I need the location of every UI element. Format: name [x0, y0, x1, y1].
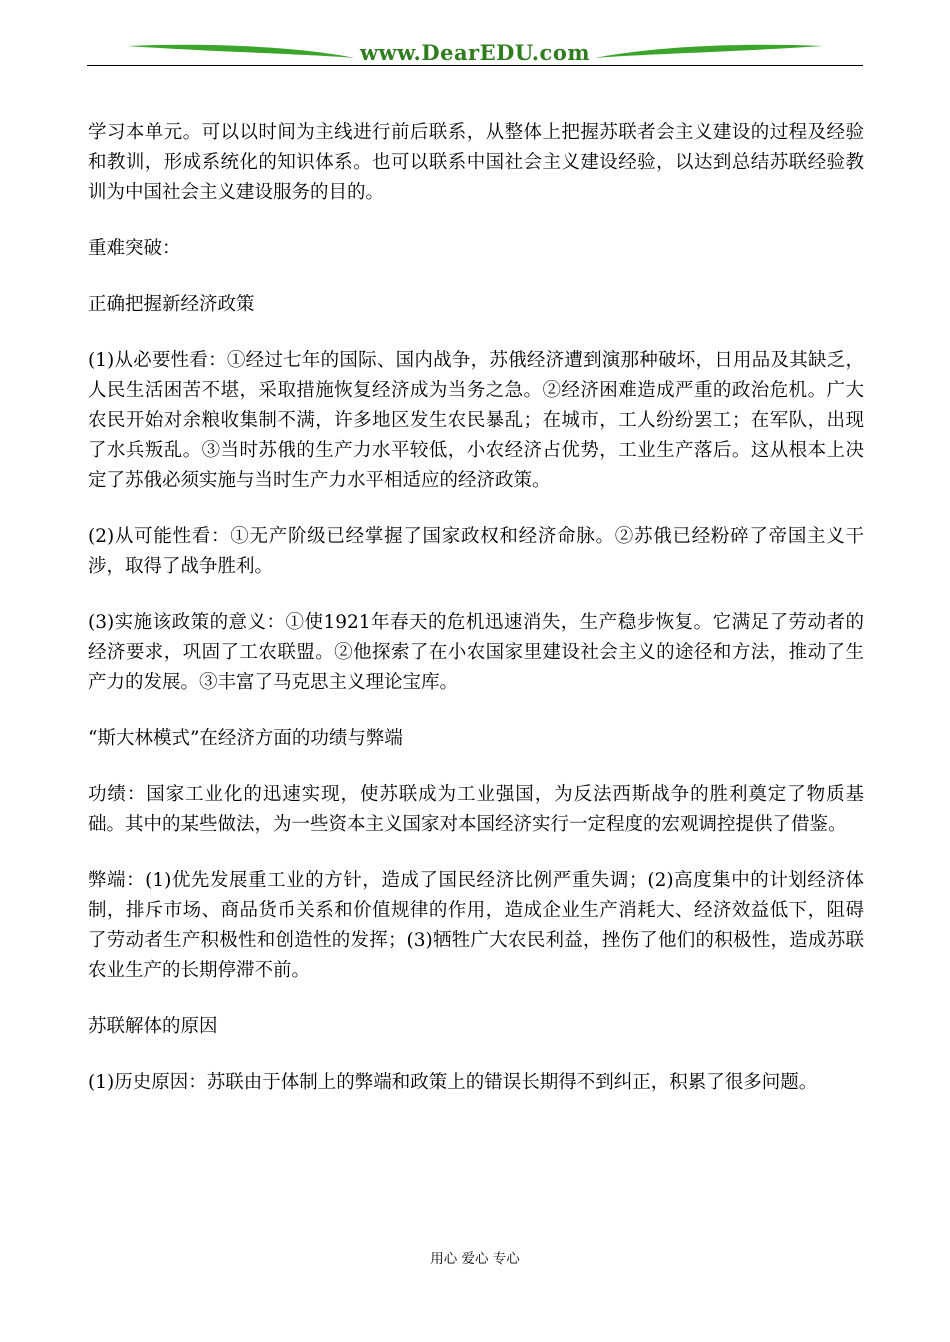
paragraph: (3)实施该政策的意义：①使1921年春天的危机迅速消失，生产稳步恢复。它满足了劳动者的经济要求，巩固了工农联盟。②他探索了在小农国家里建设社会主义的途径和方法，推动了生产力的发展。③丰富了马克思主义理论宝库。 [88, 612, 864, 693]
site-logo[interactable]: www.DearEDU.com [359, 40, 591, 65]
paragraph: 弊端：(1)优先发展重工业的方针，造成了国民经济比例严重失调；(2)高度集中的计划经济体制，排斥市场、商品货币关系和价值规律的作用，造成企业生产消耗大、经济效益低下，阻碍了劳动者生产积极性和创造性的发挥；(3)牺牲广大农民利益，挫伤了他们的积极性，造成苏联农业生产的长期停滞不前。 [88, 870, 864, 981]
paragraph: 学习本单元。可以以时间为主线进行前后联系，从整体上把握苏联者会主义建设的过程及经验和教训，形成系统化的知识体系。也可以联系中国社会主义建设经验，以达到总结苏联经验教训为中国社会主义建设服务的目的。 [88, 122, 864, 203]
paragraph: (2)从可能性看：①无产阶级已经掌握了国家政权和经济命脉。②苏俄已经粉碎了帝国主义干涉，取得了战争胜利。 [88, 526, 864, 577]
document-body [88, 118, 864, 1124]
section-heading: 正确把握新经济政策 [88, 294, 255, 315]
paragraph: (1)历史原因：苏联由于体制上的弊端和政策上的错误长期得不到纠正，积累了很多问题。 [88, 1072, 818, 1093]
section-heading: 苏联解体的原因 [88, 1016, 218, 1037]
section-heading: 重难突破： [88, 238, 181, 259]
header-rule [87, 65, 863, 66]
paragraph: 功绩：国家工业化的迅速实现，使苏联成为工业强国，为反法西斯战争的胜利奠定了物质基础。其中的某些做法，为一些资本主义国家对本国经济实行一定程度的宏观调控提供了借鉴。 [88, 784, 864, 835]
page-footer: 用心 爱心 专心 [430, 1251, 520, 1267]
section-heading: “斯大林模式”在经济方面的功绩与弊端 [88, 728, 403, 749]
paragraph: (1)从必要性看：①经过七年的国际、国内战争，苏俄经济遭到演那种破坏，日用品及其缺乏，人民生活困苦不堪，采取措施恢复经济成为当务之急。②经济困难造成严重的政治危机。广大农民开始对余粮收集制不满，许多地区发生农民暴乱；在城市，工人纷纷罢工；在军队，出现了水兵叛乱。③当时苏俄的生产力水平较低，小农经济占优势，工业生产落后。这从根本上决定了苏俄必须实施与当时生产力水平相适应的经济政策。 [88, 350, 864, 491]
